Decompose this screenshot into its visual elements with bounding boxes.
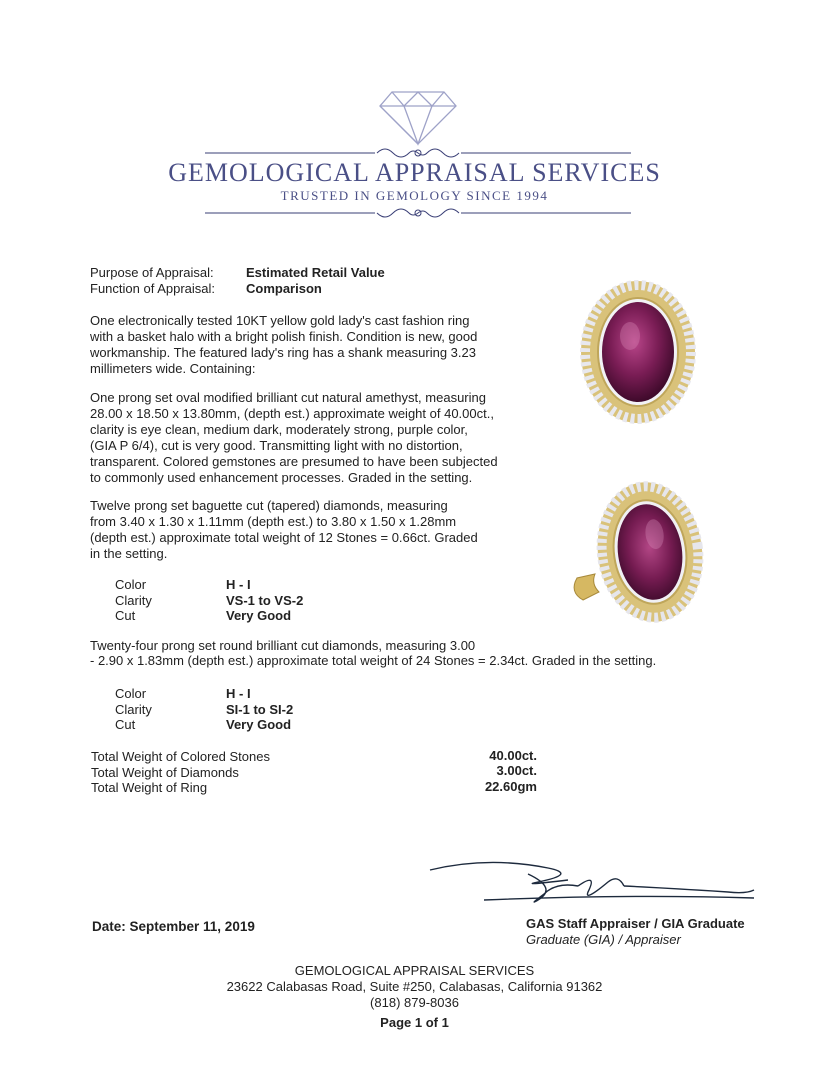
baguette-line: from 3.40 x 1.30 x 1.11mm (depth est.) to 3.80 x 1.50 x 1.28mm: [90, 514, 457, 529]
baguette-line: (depth est.) approximate total weight of 12 Stones = 0.66ct. Graded: [90, 530, 478, 545]
amethyst-line: transparent. Colored gemstones are presumed to have been subjected: [90, 454, 498, 469]
amethyst-line: clarity is eye clean, medium dark, moderately strong, purple color,: [90, 422, 468, 437]
description-line: with a basket halo with a bright polish finish. Condition is new, good: [90, 329, 478, 344]
total-value: 22.60gm: [484, 779, 537, 794]
appraiser-subtitle: Graduate (GIA) / Appraiser: [526, 932, 681, 947]
footer-address: 23622 Calabasas Road, Suite #250, Calabasas, California 91362: [226, 979, 603, 994]
company-tagline: TRUSTED IN GEMOLOGY SINCE 1994: [280, 188, 549, 203]
ring-top-view-photo: [578, 278, 698, 426]
description-line: One electronically tested 10KT yellow gold lady's cast fashion ring: [90, 313, 470, 328]
grade-value: SI-1 to SI-2: [226, 702, 294, 717]
purpose-value: Estimated Retail Value: [246, 265, 385, 280]
round-line: Twenty-four prong set round brilliant cut diamonds, measuring 3.00: [90, 638, 476, 653]
ring-side-view-photo: [565, 480, 710, 630]
total-value: 40.00ct.: [489, 748, 537, 763]
grade-label: Color: [115, 577, 147, 592]
grade-value: Very Good: [226, 608, 292, 623]
grade-value: VS-1 to VS-2: [226, 593, 304, 608]
amethyst-line: 28.00 x 18.50 x 13.80mm, (depth est.) approximate weight of 40.00ct.,: [90, 406, 494, 421]
grade-label: Clarity: [115, 702, 152, 717]
footer-phone: (818) 879-8036: [370, 995, 459, 1010]
amethyst-line: One prong set oval modified brilliant cut natural amethyst, measuring: [90, 390, 486, 405]
baguette-description: [90, 498, 560, 562]
appraiser-signature: [428, 852, 758, 910]
ring-description: [90, 313, 560, 377]
total-label: Total Weight of Ring: [91, 780, 208, 795]
description-line: millimeters wide. Containing:: [90, 361, 256, 376]
total-value: 3.00ct.: [496, 763, 537, 778]
grade-label: Clarity: [115, 593, 152, 608]
grade-label: Cut: [115, 717, 136, 732]
total-label: Total Weight of Diamonds: [91, 765, 239, 780]
baguette-line: in the setting.: [90, 546, 168, 561]
grade-value: H - I: [226, 577, 251, 592]
description-line: workmanship. The featured lady's ring has a shank measuring 3.23: [90, 345, 476, 360]
footer-company: GEMOLOGICAL APPRAISAL SERVICES: [294, 963, 535, 978]
company-logo-title: GEMOLOGICAL APPRAISAL SERVICES: [168, 158, 661, 187]
page-number: Page 1 of 1: [380, 1015, 449, 1030]
function-label: Function of Appraisal:: [90, 281, 216, 296]
appraiser-title: GAS Staff Appraiser / GIA Graduate: [526, 916, 745, 931]
ornament-bottom-divider: [205, 205, 631, 221]
total-label: Total Weight of Colored Stones: [91, 749, 270, 764]
purpose-label: Purpose of Appraisal:: [90, 265, 214, 280]
appraisal-date: Date: September 11, 2019: [92, 919, 255, 934]
diamond-logo-icon: [378, 90, 458, 146]
amethyst-description: [90, 390, 560, 486]
grade-label: Cut: [115, 608, 136, 623]
baguette-line: Twelve prong set baguette cut (tapered) diamonds, measuring: [90, 498, 448, 513]
function-value: Comparison: [246, 281, 322, 296]
amethyst-line: to commonly used enhancement processes. Graded in the setting.: [90, 470, 473, 485]
grade-value: H - I: [226, 686, 251, 701]
grade-value: Very Good: [226, 717, 292, 732]
amethyst-line: (GIA P 6/4), cut is very good. Transmitting light with no distortion,: [90, 438, 463, 453]
round-line: - 2.90 x 1.83mm (depth est.) approximate total weight of 24 Stones = 2.34ct. Graded in the setting.: [90, 653, 657, 668]
grade-label: Color: [115, 686, 147, 701]
